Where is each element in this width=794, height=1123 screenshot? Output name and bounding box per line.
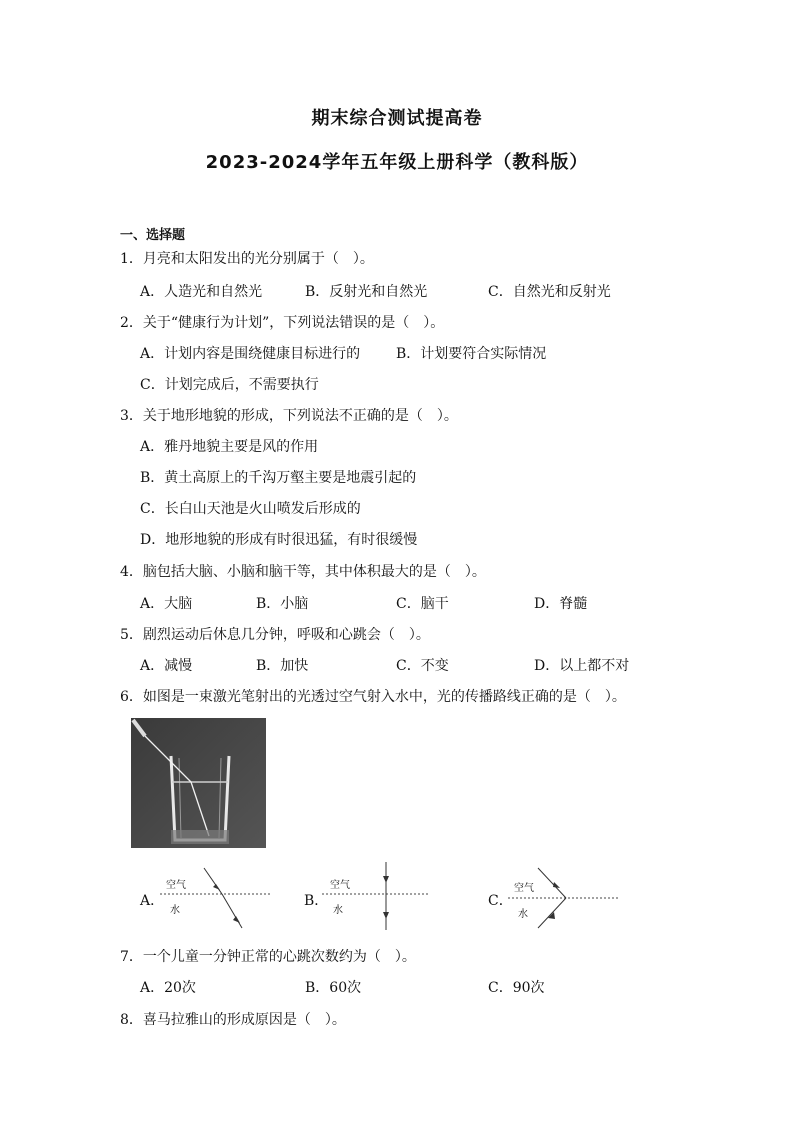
question-1-stem: 1．月亮和太阳发出的光分别属于（ ）。	[120, 251, 374, 267]
question-7-stem: 7．一个儿童一分钟正常的心跳次数约为（ ）。	[120, 949, 416, 965]
diag-a-air-label: 空气	[166, 880, 186, 891]
question-8-stem: 8．喜马拉雅山的形成原因是（ ）。	[120, 1012, 346, 1028]
diag-c-air-label: 空气	[514, 883, 534, 894]
q5-option-b: B．加快	[256, 658, 309, 674]
q2-option-a: A．计划内容是围绕健康目标进行的	[140, 346, 361, 362]
q4-option-c: C．脑干	[396, 596, 449, 612]
q6-option-c: C．	[488, 893, 513, 909]
q3-option-b: B．黄土高原上的千沟万壑主要是地震引起的	[140, 470, 417, 486]
diag-b-air-label: 空气	[330, 880, 350, 891]
q5-option-d: D．以上都不对	[534, 658, 630, 674]
q7-option-a: A．20次	[140, 980, 196, 996]
exam-title: 期末综合测试提高卷	[311, 108, 483, 129]
q3-option-d: D．地形地貌的形成有时很迅猛，有时很缓慢	[140, 532, 418, 548]
q6-option-b: B．	[304, 893, 329, 909]
question-6-stem: 6．如图是一束激光笔射出的光透过空气射入水中，光的传播路线正确的是（ ）。	[120, 689, 626, 705]
q2-option-c: C．计划完成后，不需要执行	[140, 377, 319, 393]
q1-option-c: C．自然光和反射光	[488, 284, 611, 300]
q4-option-a: A．大脑	[140, 596, 193, 612]
q6-diagram-b	[322, 860, 434, 932]
q5-option-a: A．减慢	[140, 658, 193, 674]
q1-option-a: A．人造光和自然光	[140, 284, 263, 300]
q3-option-a: A．雅丹地貌主要是风的作用	[140, 439, 319, 455]
question-5-stem: 5．剧烈运动后休息几分钟，呼吸和心跳会（ ）。	[120, 627, 430, 643]
diag-b-water-label: 水	[333, 905, 343, 916]
q5-option-c: C．不变	[396, 658, 449, 674]
q3-option-c: C．长白山天池是火山喷发后形成的	[140, 501, 361, 517]
q4-option-d: D．脊髓	[534, 596, 588, 612]
q6-diagram-c	[508, 864, 620, 932]
q6-diagram-a	[160, 862, 280, 932]
q4-option-b: B．小脑	[256, 596, 309, 612]
diag-a-water-label: 水	[170, 905, 180, 916]
diag-c-water-label: 水	[518, 909, 528, 920]
q6-option-a: A．	[140, 893, 165, 909]
question-2-stem: 2．关于“健康行为计划”，下列说法错误的是（ ）。	[120, 315, 445, 331]
q1-option-b: B．反射光和自然光	[305, 284, 428, 300]
laser-glass-photo	[131, 718, 266, 848]
section-heading: 一、选择题	[120, 228, 186, 243]
q7-option-c: C．90次	[488, 980, 545, 996]
question-4-stem: 4．脑包括大脑、小脑和脑干等，其中体积最大的是（ ）。	[120, 564, 486, 580]
q7-option-b: B．60次	[305, 980, 362, 996]
q2-option-b: B．计划要符合实际情况	[396, 346, 547, 362]
exam-subtitle: 2023-2024学年五年级上册科学（教科版）	[205, 152, 589, 173]
question-3-stem: 3．关于地形地貌的形成，下列说法不正确的是（ ）。	[120, 408, 458, 424]
